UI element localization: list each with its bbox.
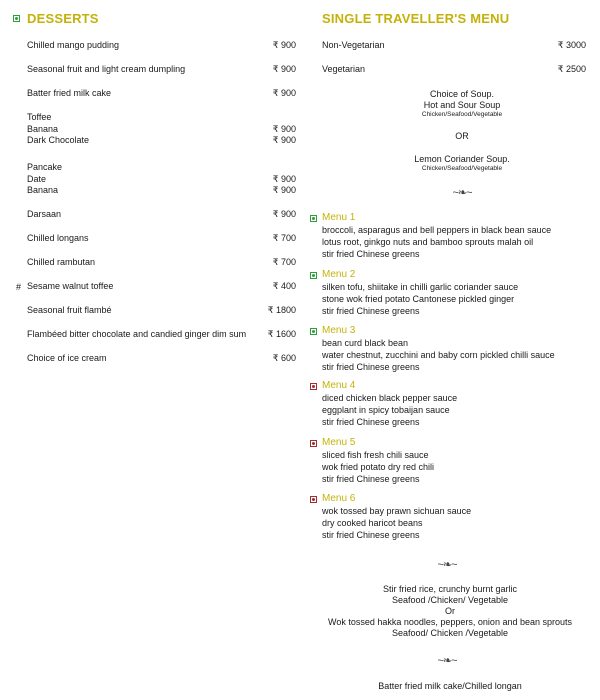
- set-dessert-line: Batter fried milk cake/Chilled longan: [378, 681, 522, 691]
- menu-line: stir fried Chinese greens: [322, 417, 420, 427]
- dessert-price: ₹ 900: [272, 88, 296, 98]
- dessert-item: Flambéed bitter chocolate and candied ginger dim sum: [27, 329, 247, 339]
- menu-6-label: Menu 6: [322, 493, 356, 504]
- menu-line: wok tossed bay prawn sichuan sauce: [322, 506, 472, 516]
- dessert-item: Chilled rambutan: [27, 257, 96, 267]
- menu-line: stir fried Chinese greens: [322, 530, 420, 540]
- dessert-item: Date: [27, 174, 47, 184]
- nonveg-indicator-icon: [310, 440, 317, 447]
- dessert-price: ₹ 1800: [267, 305, 296, 315]
- dessert-price: ₹ 600: [272, 353, 296, 363]
- dessert-price: ₹ 900: [272, 64, 296, 74]
- veg-indicator-icon: [310, 272, 317, 279]
- dessert-item: Seasonal fruit flambé: [27, 305, 112, 315]
- menu-line: bean curd black bean: [322, 338, 409, 348]
- dessert-price: ₹ 900: [272, 40, 296, 50]
- rice-or: Or: [445, 606, 455, 616]
- menu-line: water chestnut, zucchini and baby corn pickled chilli sauce: [322, 350, 555, 360]
- dessert-price: ₹ 1600: [267, 329, 296, 339]
- dessert-item: Chilled mango pudding: [27, 40, 120, 50]
- dessert-item: Banana: [27, 124, 59, 134]
- menu-line: stir fried Chinese greens: [322, 306, 420, 316]
- veg-indicator-icon: [310, 328, 317, 335]
- divider-flourish-icon: ~❧~: [437, 559, 457, 571]
- nonveg-indicator-icon: [310, 383, 317, 390]
- dessert-price: ₹ 900: [272, 209, 296, 219]
- divider-flourish-icon: ~❧~: [452, 187, 472, 199]
- nonveg-set-price: ₹ 3000: [557, 40, 586, 50]
- menu-line: lotus root, ginkgo nuts and bamboo sprouts malah oil: [322, 237, 534, 247]
- divider-flourish-icon: ~❧~: [437, 655, 457, 667]
- menu-3-label: Menu 3: [322, 325, 356, 336]
- veg-set-name: Vegetarian: [322, 64, 366, 74]
- soup-section: [322, 89, 600, 173]
- soup-hot-sour: Hot and Sour Soup: [423, 100, 501, 110]
- noodle-options: Seafood/ Chicken /Vegetable: [391, 628, 509, 638]
- menu-line: broccoli, asparagus and bell peppers in black bean sauce: [322, 225, 552, 235]
- hash-mark: #: [16, 282, 22, 292]
- dessert-group-heading: Toffee: [27, 112, 52, 122]
- veg-set-price: ₹ 2500: [557, 64, 586, 74]
- dessert-item: Sesame walnut toffee: [27, 281, 114, 291]
- dessert-item: Darsaan: [27, 209, 62, 219]
- dessert-item: Batter fried milk cake: [27, 88, 112, 98]
- soup-choice-label: Choice of Soup.: [429, 89, 495, 99]
- dessert-item: Chilled longans: [27, 233, 89, 243]
- dessert-price: ₹ 900: [272, 185, 296, 195]
- traveller-menu-title: SINGLE TRAVELLER'S MENU: [322, 11, 510, 26]
- menu-2-label: Menu 2: [322, 269, 356, 280]
- dessert-price: ₹ 900: [272, 135, 296, 145]
- dessert-price: ₹ 400: [272, 281, 296, 291]
- menu-line: eggplant in spicy tobaijan sauce: [322, 405, 450, 415]
- nonveg-set-name: Non-Vegetarian: [322, 40, 385, 50]
- dessert-price: ₹ 700: [272, 257, 296, 267]
- rice-noodle-section: [300, 584, 600, 639]
- menu-1-label: Menu 1: [322, 212, 356, 223]
- menu-4-label: Menu 4: [322, 380, 356, 391]
- desserts-title: DESSERTS: [27, 11, 99, 26]
- menu-line: stir fried Chinese greens: [322, 362, 420, 372]
- dessert-item: Banana: [27, 185, 59, 195]
- menu-line: stir fried Chinese greens: [322, 474, 420, 484]
- dessert-item: Choice of ice cream: [27, 353, 107, 363]
- menu-line: sliced fish fresh chili sauce: [322, 450, 429, 460]
- menu-line: stone wok fried potato Cantonese pickled ginger: [322, 294, 515, 304]
- dessert-price: ₹ 700: [272, 233, 296, 243]
- rice-line: Stir fried rice, crunchy burnt garlic: [382, 584, 518, 594]
- dessert-item: Seasonal fruit and light cream dumpling: [27, 64, 186, 74]
- menu-line: silken tofu, shiitake in chilli garlic coriander sauce: [322, 282, 519, 292]
- menu-line: dry cooked haricot beans: [322, 518, 423, 528]
- dessert-price: ₹ 900: [272, 174, 296, 184]
- rice-options: Seafood /Chicken/ Vegetable: [391, 595, 509, 605]
- dessert-price: ₹ 900: [272, 124, 296, 134]
- soup-or: OR: [455, 131, 469, 141]
- veg-indicator-icon: [310, 215, 317, 222]
- soup-options: Chicken/Seafood/Vegetable: [421, 165, 503, 172]
- dessert-group-heading: Pancake: [27, 162, 63, 172]
- nonveg-indicator-icon: [310, 496, 317, 503]
- menu-line: stir fried Chinese greens: [322, 249, 420, 259]
- menu-5-label: Menu 5: [322, 437, 356, 448]
- soup-lemon-coriander: Lemon Coriander Soup.: [414, 154, 510, 164]
- dessert-item: Dark Chocolate: [27, 135, 90, 145]
- menu-line: diced chicken black pepper sauce: [322, 393, 458, 403]
- soup-options: Chicken/Seafood/Vegetable: [421, 111, 503, 118]
- veg-indicator-icon: [13, 15, 20, 22]
- noodle-line: Wok tossed hakka noodles, peppers, onion and bean sprouts: [328, 617, 572, 627]
- menu-line: wok fried potato dry red chili: [322, 462, 435, 472]
